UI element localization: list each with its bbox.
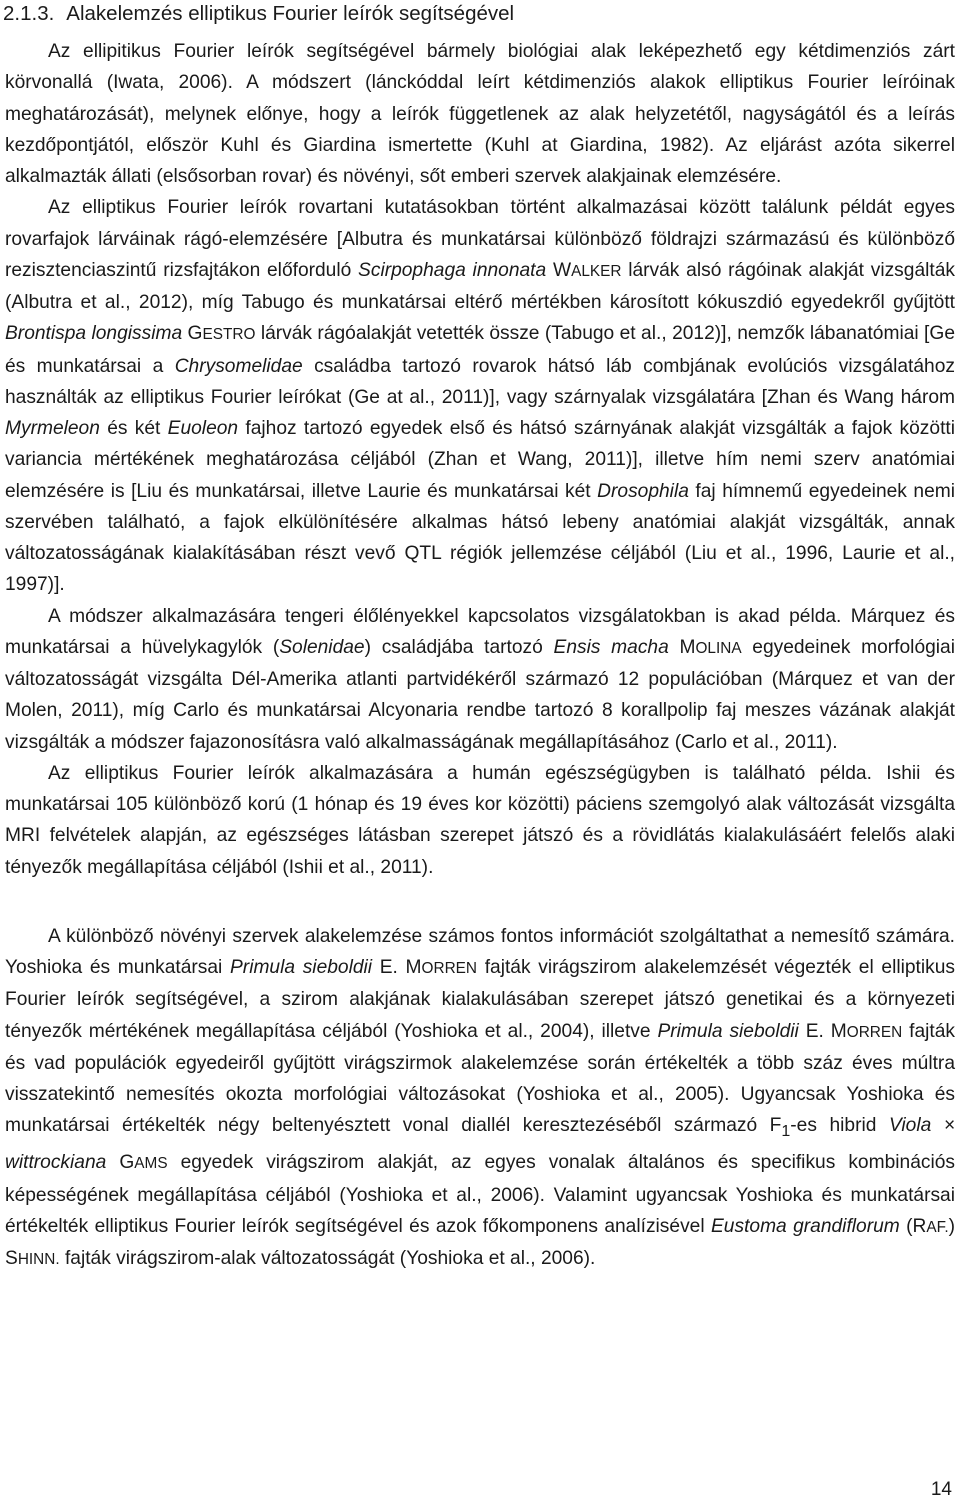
author-small-caps: ORREN	[846, 1023, 903, 1041]
paragraph-4	[5, 758, 955, 883]
family-name: Solenidae	[279, 636, 365, 658]
section-heading	[3, 0, 514, 28]
text-run: faj hímnemű egyedeinek nemi szervében található, a fajok elkülönítésére alkalmas hátsó lebeny anatómiai alakját vizsgálták, annak változatosságának kialakításában részt vevő QTL régiók jellemzése céljából (Liu et al., 1996, Laurie et al., 1997)].	[5, 480, 955, 596]
text-run: családba tartozó rovarok hátsó láb combjának evolúciós vizsgálatához használták az elliptikus Fourier leírókat (Ge at al., 2011)], vagy szárnyalak vizsgálatára [Zhan és Wang három	[5, 355, 955, 408]
body-text	[5, 36, 955, 1275]
species-name: Eustoma grandiflorum	[711, 1215, 900, 1237]
text-run: Az elliptikus Fourier leírók rovartani kutatásokban történt alkalmazásai között találunk példát egyes rovarfajok lárváinak rágó-elemzésére [Albutra és munkatársai különböző földrajzi származású és különböző rezisztenciaszintű rizsfajtákon előforduló	[5, 197, 955, 281]
text-run: fajták virágszirom alakelemzését végezték el elliptikus Fourier leírók segítségével, a szirom alakjának kialakulásában szerepet játszó genetikai és a környezeti tényezők mértékének megállapítása céljából (Yoshioka et al., 2004), illetve	[5, 957, 956, 1042]
text-run: fajhoz tartozó egyedek első és hátsó szárnyának alakját vizsgálták a fajok közötti variancia mértékének meghatározása céljából (Zhan et Wang, 2011)], illetve hím nemi szerv anatómiai elemzésére is [Liu és munkatársai, illetve Laurie és munkatársai két	[5, 418, 955, 502]
species-name: Brontispa longissima	[5, 323, 183, 345]
text-run: G	[182, 323, 203, 345]
subscript: 1	[781, 1123, 791, 1141]
text-run: A módszer alkalmazására tengeri élőlényekkel kapcsolatos vizsgálatokban is akad példa. Márquez és munkatársai a hüvelykagylók (	[5, 605, 955, 658]
paragraph-2	[5, 192, 955, 600]
author-small-caps: ESTRO	[202, 326, 256, 344]
text-run: M	[668, 636, 696, 658]
section-number: 2.1.3.	[3, 2, 55, 25]
text-run: Az ellipitikus Fourier leírók segítségével bármely biológiai alak leképezhető egy kétdimenziós zárt körvonallá (Iwata, 2006). A módszert (lánckóddal leírt kétdimenziós alakok elliptikus Fourier leíróinak meghatározását), melynek előnye, hogy a leírók függetlenek az alak helyzetétől, nagyságától és a leírás kezdőpontjától, először Kuhl és Giardina ismertette (Kuhl at Giardina, 1982). Az eljárást azóta sikerrel alkalmazták állati (elsősorban rovar) és növényi, sőt emberi szervek alakjainak elemzésére.	[5, 41, 955, 187]
text-run: G	[106, 1152, 135, 1174]
author-small-caps: AF.	[926, 1218, 949, 1236]
text-run: ) S	[5, 1215, 955, 1270]
author-small-caps: HINN.	[17, 1251, 60, 1269]
species-name: Primula sieboldii	[230, 957, 373, 978]
text-run: és két	[99, 418, 168, 439]
text-run: Az elliptikus Fourier leírók alkalmazására a humán egészségügyben is található példa. Ishii és munkatársai 105 különböző korú (1 hónap és 19 éves kor közötti) páciens szemgolyó alak változását vizsgálta MRI felvételek alapján, az egészséges látásban szerepet játszó és a rövidlátás kialakulásáért felelős alaki tényezők megállapítása céljából (Ishii et al., 2011).	[5, 762, 955, 878]
genus-name: Euoleon	[167, 418, 239, 439]
genus-name: Drosophila	[597, 480, 689, 502]
text-run: -es hibrid	[790, 1115, 889, 1137]
author-small-caps: ORREN	[421, 960, 478, 977]
author-small-caps: ALKER	[571, 262, 622, 280]
text-run: lárvák rágóalakját vetették össze (Tabugo et al., 2012)], nemzők lábanatómiai [Ge és munkatársai a	[5, 323, 955, 377]
text-run: lárvák alsó rágóinak alakját vizsgálták (Albutra et al., 2012), míg Tabugo és munkatársai eltérő mértékben károsított kókuszdió egyedekről gyűjtött	[5, 259, 955, 313]
species-name: Viola × wittrockiana	[5, 1115, 955, 1174]
author-small-caps: OLINA	[695, 639, 742, 657]
author-small-caps: AMS	[134, 1155, 168, 1173]
species-name: Ensis macha	[553, 636, 669, 658]
genus-name: Myrmeleon	[5, 418, 100, 439]
text-run: ) családjába tartozó	[364, 636, 554, 658]
paragraph-5	[5, 921, 955, 1276]
text-run: A különböző növényi szervek alakelemzése számos fontos információt szolgáltathat a nemesítő számára. Yoshioka és munkatársai	[5, 925, 955, 978]
text-run: fajták virágszirom-alak változatosságát (Yoshioka et al., 2006).	[59, 1248, 596, 1270]
section-title: Alakelemzés elliptikus Fourier leírók segítségével	[66, 2, 515, 25]
text-run: (R	[899, 1215, 927, 1237]
paragraph-1	[5, 36, 955, 192]
text-run: E. M	[372, 957, 422, 978]
text-run: egyedek virágszirom alakját, az egyes vonalak általános és specifikus kombinációs képességének megállapítása céljából (Yoshioka et al., 2006). Valamint ugyancsak Yoshioka és munkatársai értékelték elliptikus Fourier leírók segítségével és azok főkomponens analízisével	[5, 1152, 955, 1237]
paragraph-3	[5, 601, 955, 758]
page-number: 14	[930, 1479, 952, 1500]
species-name: Primula sieboldii	[657, 1020, 799, 1042]
text-run: E. M	[798, 1020, 847, 1042]
family-name: Chrysomelidae	[174, 355, 303, 377]
text-run: W	[546, 259, 572, 281]
text-run: fajták és vad populációk egyedeiről gyűjtött virágszirmok alakelemzése során értékelték a több száz éves múltra visszatekintő nemesítés okozta morfológiai változásokat (Yoshioka et al., 2005). Ugyancsak Yoshioka és munkatársai értékelték négy beltenyésztett vonal diallél keresztezéséből származó F	[5, 1020, 956, 1137]
species-name: Scirpophaga innonata	[358, 259, 547, 281]
text-run: egyedeinek morfológiai változatosságát vizsgálta Dél-Amerika atlanti partvidékéről származó 12 populációban (Márquez et van der Molen, 2011), míg Carlo és munkatársai Alcyonaria rendbe tartozó 8 korallpolip faj meszes vázának alakját vizsgálták a módszer fajazonosításra való alkalmasságának megállapításához (Carlo et al., 2011).	[5, 636, 955, 753]
